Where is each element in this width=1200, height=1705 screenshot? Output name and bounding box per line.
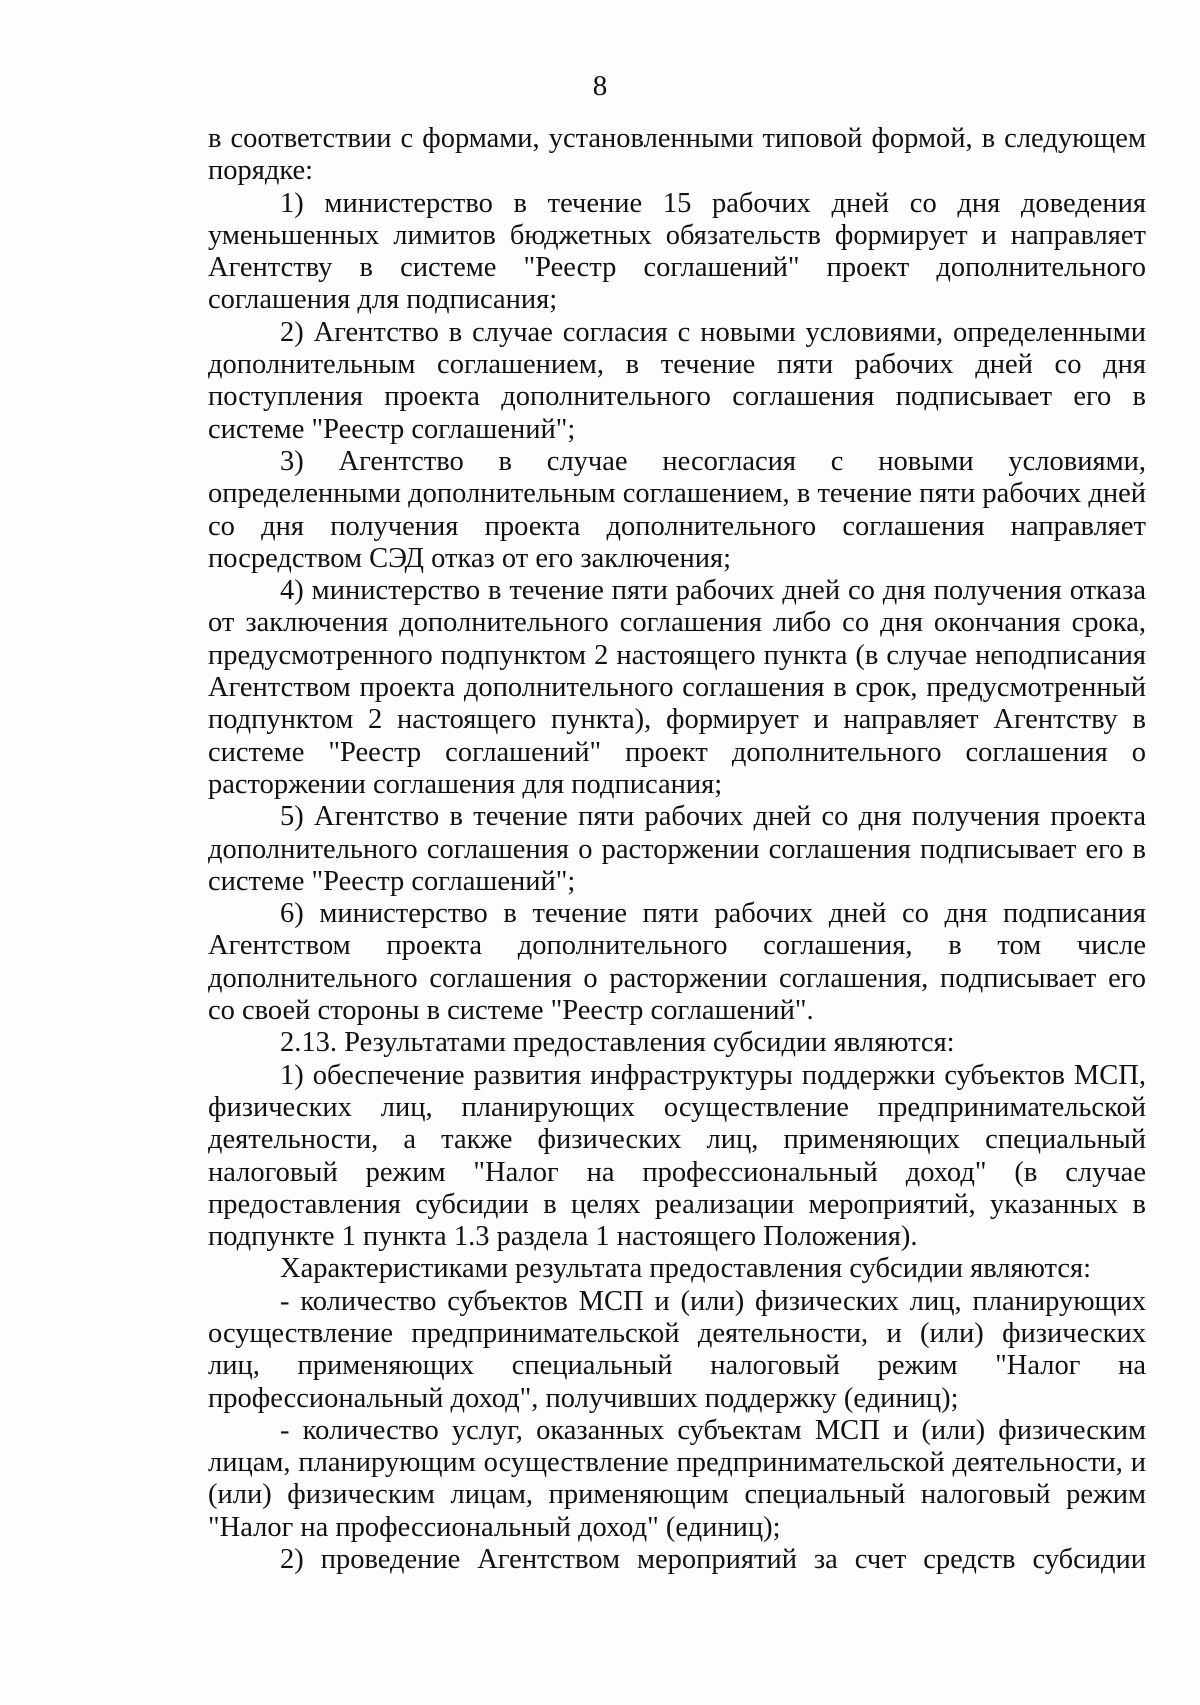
paragraph: 4) министерство в течение пяти рабочих дней со дня получения отказа от заключения дополнительного соглашения либо со дня окончания срока, предусмотренного подпунктом 2 настоящего пункта (в случае неподписания Агентством проекта дополнительного соглашения в срок, предусмотренный подпунктом 2 настоящего пункта), формирует и направляет Агентству в системе "Реестр соглашений" проект дополнительного соглашения о расторжении соглашения для подписания; <box>208 575 1146 800</box>
page-number: 8 <box>592 70 608 102</box>
paragraph: 5) Агентство в течение пяти рабочих дней со дня получения проекта дополнительного соглашения о расторжении соглашения подписывает его в системе "Реестр соглашений"; <box>208 801 1146 897</box>
list-item: - количество услуг, оказанных субъектам МСП и (или) физическим лицам, планирующим осуществление предпринимательской деятельности, и (или) физическим лицам, применяющим специальный налоговый режим "Налог на профессиональный доход" (единиц); <box>208 1414 1146 1543</box>
paragraph: 6) министерство в течение пяти рабочих дней со дня подписания Агентством проекта дополнительного соглашения, в том числе дополнительного соглашения о расторжении соглашения, подписывает его со своей стороны в системе "Реестр соглашений". <box>208 898 1146 1027</box>
paragraph: Характеристиками результата предоставления субсидии являются: <box>280 1253 1091 1285</box>
paragraph: 3) Агентство в случае несогласия с новыми условиями, определенными дополнительным соглашением, в течение пяти рабочих дней со дня получения проекта дополнительного соглашения направляет посредством СЭД отказ от его заключения; <box>208 445 1146 574</box>
list-item: - количество субъектов МСП и (или) физических лиц, планирующих осуществление предпринимательской деятельности, и (или) физических лиц, применяющих специальный налоговый режим "Налог на профессиональный доход", получивших поддержку (единиц); <box>208 1285 1146 1414</box>
paragraph: 1) обеспечение развития инфраструктуры поддержки субъектов МСП, физических лиц, планирующих осуществление предпринимательской деятельности, а также физических лиц, применяющих специальный налоговый режим "Налог на профессиональный доход" (в случае предоставления субсидии в целях реализации мероприятий, указанных в подпункте 1 пункта 1.3 раздела 1 настоящего Положения). <box>208 1059 1146 1253</box>
document-body <box>208 123 1146 1576</box>
paragraph: 2) Агентство в случае согласия с новыми условиями, определенными дополнительным соглашением, в течение пяти рабочих дней со дня поступления проекта дополнительного соглашения подписывает его в системе "Реестр соглашений"; <box>208 316 1146 445</box>
section-heading: 2.13. Результатами предоставления субсидии являются: <box>280 1027 955 1059</box>
paragraph: в соответствии с формами, установленными типовой формой, в следующем порядке: <box>208 123 1146 187</box>
paragraph: 2) проведение Агентством мероприятий за счет средств субсидии <box>280 1544 1146 1576</box>
paragraph: 1) министерство в течение 15 рабочих дней со дня доведения уменьшенных лимитов бюджетных обязательств формирует и направляет Агентству в системе "Реестр соглашений" проект дополнительного соглашения для подписания; <box>208 187 1146 316</box>
